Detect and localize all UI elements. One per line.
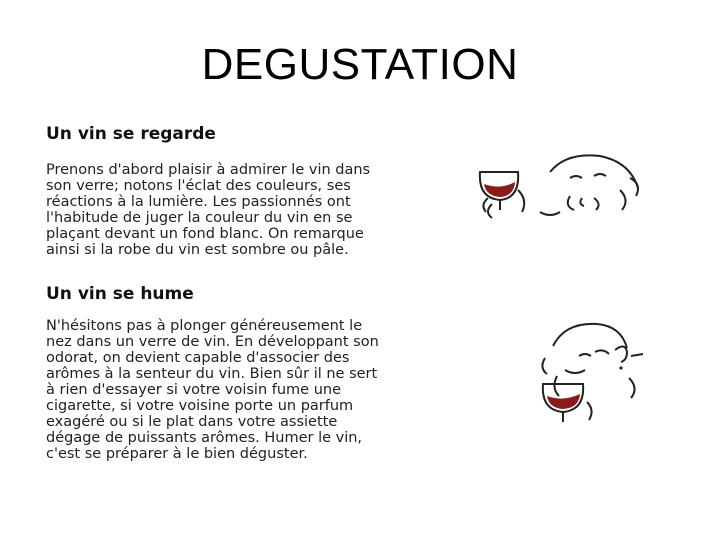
section-heading-regarde: Un vin se regarde — [46, 124, 216, 144]
man-holding-wine-glass-icon — [470, 150, 660, 230]
section-text-regarde: Prenons d'abord plaisir à admirer le vin dans son verre; notons l'éclat des couleurs, ses réactions à la lumière. Les passionnés ont l'habitude de juger la couleur du vin en se plaçant devant un fond blanc. On remarque ainsi si la robe du vin est sombre ou pâle. — [46, 162, 371, 258]
man-smelling-wine-icon — [535, 318, 655, 428]
slide-title: DEGUSTATION — [201, 40, 519, 89]
section-heading-hume: Un vin se hume — [46, 284, 194, 304]
section-text-hume: N'hésitons pas à plonger généreusement le nez dans un verre de vin. En développant son odorat, on devient capable d'associer des arômes à la senteur du vin. Bien sûr il ne sert à rien d'essayer si votre voisin fume une cigarette, si votre voisine porte un parfum exagéré ou si le plat dans votre assiette dégage de puissants arômes. Humer le vin, c'est se préparer à le bien déguster. — [46, 318, 379, 462]
